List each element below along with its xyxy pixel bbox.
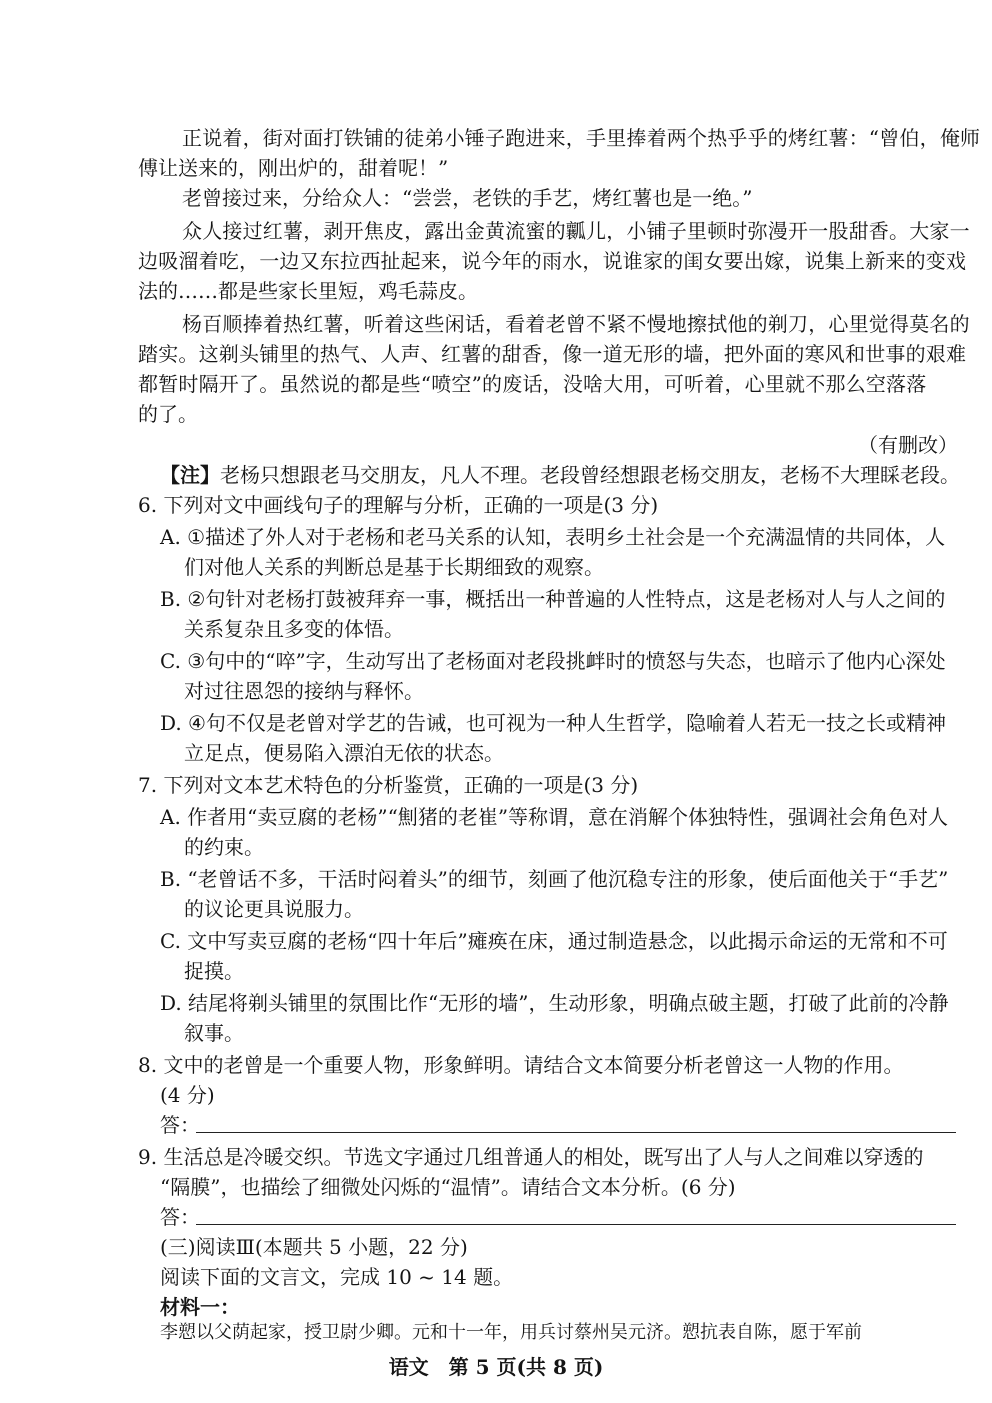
question-6-option-c-line-1: C. ③句中的“啐”字，生动写出了老杨面对老段挑衅时的愤怒与失态，也暗示了他内心深处 bbox=[160, 649, 946, 673]
page-footer: 语文 第 5 页(共 8 页) bbox=[388, 1355, 604, 1379]
question-9-answer-label: 答： bbox=[160, 1205, 200, 1229]
annotation-label: 【注】 bbox=[160, 463, 220, 487]
section-3-instruction: 阅读下面的文言文，完成 10 ~ 14 题。 bbox=[160, 1265, 514, 1289]
question-6-option-a-line-2: 们对他人关系的判断总是基于长期细致的观察。 bbox=[184, 555, 604, 579]
section-3-title: (三)阅读Ⅲ(本题共 5 小题，22 分) bbox=[160, 1235, 468, 1259]
question-8-answer-label: 答： bbox=[160, 1113, 200, 1137]
question-6-option-c-line-2: 对过往恩怨的接纳与释怀。 bbox=[184, 679, 424, 703]
annotation-text: 老杨只想跟老马交朋友，凡人不理。老段曾经想跟老杨交朋友，老杨不大理睬老段。 bbox=[220, 463, 960, 487]
question-7-option-b-line-2: 的议论更具说服力。 bbox=[184, 897, 364, 921]
question-6-option-a-line-1: A. ①描述了外人对于老杨和老马关系的认知，表明乡土社会是一个充满温情的共同体，人 bbox=[160, 525, 946, 549]
story-paragraph-4-line-2: 踏实。这剃头铺里的热气、人声、红薯的甜香，像一道无形的墙，把外面的寒风和世事的艰难 bbox=[138, 342, 967, 366]
question-9-stem-line-1: 9. 生活总是冷暖交织。节选文字通过几组普通人的相处，既写出了人与人之间难以穿透的 bbox=[138, 1145, 924, 1169]
question-7-stem: 7. 下列对文本艺术特色的分析鉴赏，正确的一项是(3 分) bbox=[138, 773, 639, 797]
story-paragraph-2-line-1: 老曾接过来，分给众人：“尝尝，老铁的手艺，烤红薯也是一绝。” bbox=[182, 186, 753, 210]
question-7-option-a-line-2: 的约束。 bbox=[184, 835, 264, 859]
source-note: （有删改） bbox=[858, 433, 958, 457]
story-paragraph-3-line-1: 众人接过红薯，剥开焦皮，露出金黄流蜜的瓤儿，小铺子里顿时弥漫开一股甜香。大家一 bbox=[182, 219, 970, 243]
question-9-stem-line-2: “隔膜”，也描绘了细微处闪烁的“温情”。请结合文本分析。(6 分) bbox=[160, 1175, 736, 1199]
question-7-option-a-line-1: A. 作者用“卖豆腐的老杨”“劁猪的老崔”等称谓，意在消解个体独特性，强调社会角色对人 bbox=[160, 805, 949, 829]
story-paragraph-4-line-4: 的了。 bbox=[138, 402, 198, 426]
question-6-stem: 6. 下列对文中画线句子的理解与分析，正确的一项是(3 分) bbox=[138, 493, 659, 517]
question-7-option-c-line-2: 捉摸。 bbox=[184, 959, 244, 983]
story-paragraph-1-line-1: 正说着，街对面打铁铺的徒弟小锤子跑进来，手里捧着两个热乎乎的烤红薯：“曾伯，俺师 bbox=[182, 126, 981, 150]
story-paragraph-4-line-1: 杨百顺捧着热红薯，听着这些闲话，看着老曾不紧不慢地擦拭他的剃刀，心里觉得莫名的 bbox=[182, 312, 970, 336]
question-6-option-b-line-2: 关系复杂且多变的体悟。 bbox=[184, 617, 404, 641]
story-paragraph-3-line-2: 边吸溜着吃，一边又东拉西扯起来，说今年的雨水，说谁家的闺女要出嫁，说集上新来的变戏 bbox=[138, 249, 967, 273]
material-1-label: 材料一： bbox=[160, 1295, 240, 1319]
story-paragraph-1-line-2: 傅让送来的，刚出炉的，甜着呢！” bbox=[138, 156, 449, 180]
question-8-answer-line[interactable] bbox=[196, 1132, 956, 1133]
question-7-option-d-line-1: D. 结尾将剃头铺里的氛围比作“无形的墙”，生动形象，明确点破主题，打破了此前的冷静 bbox=[160, 991, 949, 1015]
question-8-stem-line-2: (4 分) bbox=[160, 1083, 215, 1107]
annotation bbox=[160, 460, 960, 490]
question-8-stem-line-1: 8. 文中的老曾是一个重要人物，形象鲜明。请结合文本简要分析老曾这一人物的作用。 bbox=[138, 1053, 904, 1077]
story-paragraph-4-line-3: 都暂时隔开了。虽然说的都是些“喷空”的废话，没啥大用，可听着，心里就不那么空落落 bbox=[138, 372, 927, 396]
question-7-option-d-line-2: 叙事。 bbox=[184, 1021, 244, 1045]
material-1-line-1: 李愬以父荫起家，授卫尉少卿。元和十一年，用兵讨蔡州吴元济。愬抗表自陈，愿于军前 bbox=[160, 1322, 862, 1343]
question-7-option-b-line-1: B. “老曾话不多，干活时闷着头”的细节，刻画了他沉稳专注的形象，使后面他关于“手艺” bbox=[160, 867, 949, 891]
question-6-option-d-line-2: 立足点，便易陷入漂泊无依的状态。 bbox=[184, 741, 504, 765]
question-9-answer-line[interactable] bbox=[196, 1224, 956, 1225]
story-paragraph-3-line-3: 法的……都是些家长里短，鸡毛蒜皮。 bbox=[138, 279, 478, 303]
question-7-option-c-line-1: C. 文中写卖豆腐的老杨“四十年后”瘫痪在床，通过制造悬念，以此揭示命运的无常和不可 bbox=[160, 929, 948, 953]
question-6-option-b-line-1: B. ②句针对老杨打鼓被拜弃一事，概括出一种普遍的人性特点，这是老杨对人与人之间的 bbox=[160, 587, 946, 611]
question-6-option-d-line-1: D. ④句不仅是老曾对学艺的告诫，也可视为一种人生哲学，隐喻着人若无一技之长或精神 bbox=[160, 711, 946, 735]
